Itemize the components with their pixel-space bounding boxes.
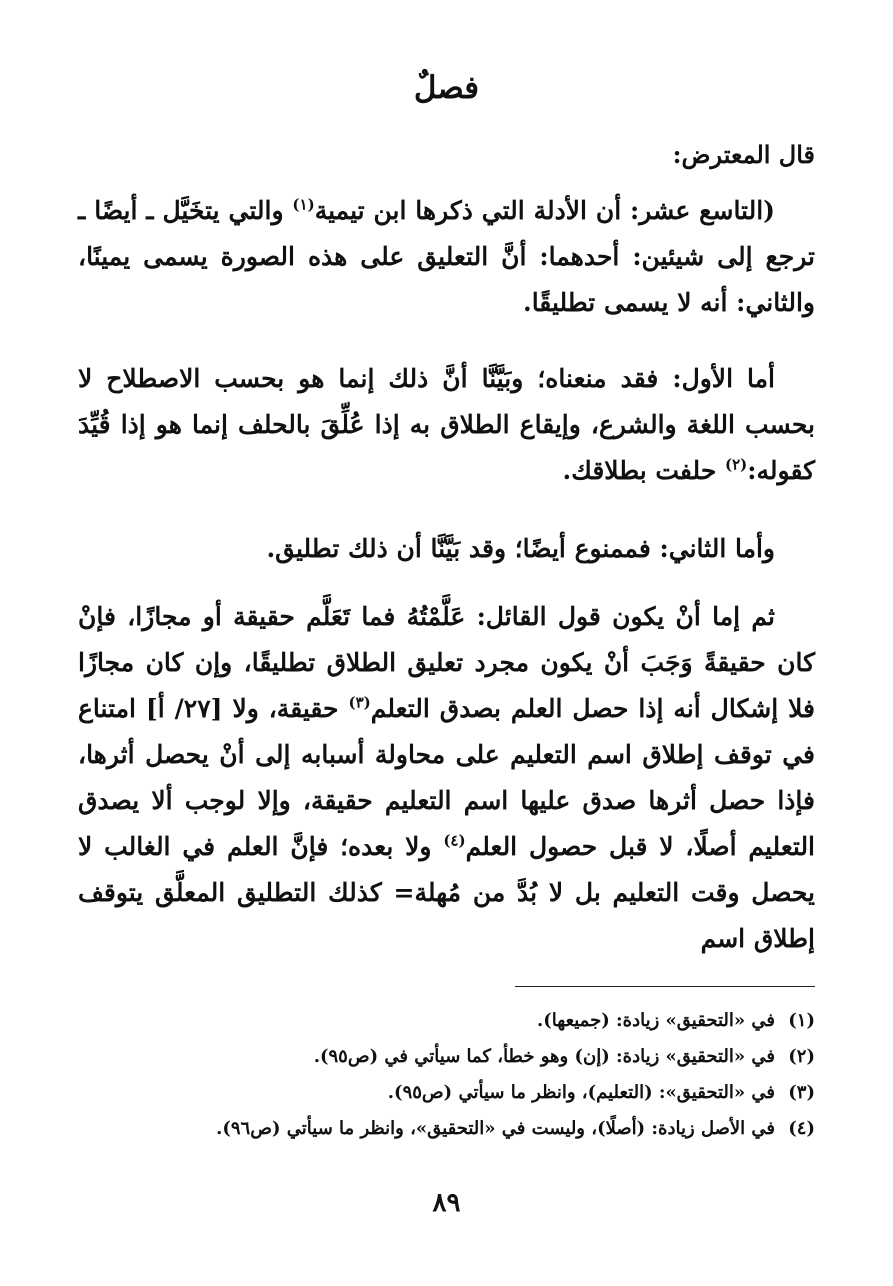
footnote-text: في «التحقيق» زيادة: (إن) وهو خطأ، كما سيأتي في (ص٩٥). — [313, 1046, 775, 1067]
footnote-text: في الأصل زيادة: (أصلًا)، وليست في «التحقيق»، وانظر ما سيأتي (ص٩٦). — [216, 1118, 775, 1139]
text-span: أما الأول: فقد منعناه؛ وبَيَّنَّا أنَّ ذلك إنما هو بحسب الاصطلاح لا بحسب اللغة والشرع، وإيقاع الطلاق به إذا عُلِّقَ بالحلف إنما هو إذا قُيِّدَ كقوله: — [78, 364, 815, 485]
text-span: ولا بعده؛ فإنَّ العلم في الغالب لا يحصل وقت التعليم بل لا بُدَّ من مُهلة= كذلك التطليق المعلَّق يتوقف إطلاق اسم — [78, 832, 815, 953]
footnote-divider — [515, 986, 815, 987]
text-span: (التاسع عشر: أن الأدلة التي ذكرها ابن تيمية — [314, 196, 775, 225]
footnote-ref-4[interactable]: (٤) — [443, 831, 466, 850]
section-heading: فصلٌ — [413, 70, 480, 106]
text-span: حلفت بطلاقك. — [562, 456, 725, 485]
footnote-1 — [78, 1003, 815, 1039]
paragraph-first-reply — [78, 356, 815, 494]
footnote-ref-3[interactable]: (٣) — [348, 693, 371, 712]
page-number: ٨٩ — [432, 1188, 461, 1218]
paragraph-second-reply: وأما الثاني: فممنوع أيضًا؛ وقد بَيَّنَّا أن ذلك تطليق. — [266, 534, 775, 563]
footnote-text: في «التحقيق»: (التعليم)، وانظر ما سيأتي (ص٩٥). — [387, 1082, 775, 1103]
footnote-number: (٢) — [788, 1046, 815, 1067]
footnote-ref-1[interactable]: (١) — [292, 195, 315, 214]
footnotes — [78, 1003, 815, 1147]
footnote-ref-2[interactable]: (٢) — [725, 455, 748, 474]
paragraph-objection — [78, 188, 815, 326]
objector-label: قال المعترض: — [672, 140, 815, 169]
text-span: حقيقة، ولا [٢٧/ أ] امتناع في توقف إطلاق اسم التعليم على محاولة أسبابه إلى أنْ يحصل أثرها، فإذا حصل أثرها صدق عليها اسم التعليم حقيقة، وإلا لوجب ألا يصدق التعليم أصلًا، لا قبل حصول العلم — [78, 694, 816, 861]
paragraph-argument — [78, 594, 815, 962]
footnote-4 — [78, 1111, 815, 1147]
footnote-number: (٣) — [788, 1082, 815, 1103]
footnote-number: (٤) — [788, 1118, 815, 1139]
footnote-3 — [78, 1075, 815, 1111]
footnote-number: (١) — [788, 1010, 815, 1031]
text-span: ثم إما أنْ يكون قول القائل: عَلَّمْتُهُ فما تَعَلَّم حقيقة أو مجازًا، فإنْ كان حقيقةً وَجَبَ أنْ يكون مجرد تعليق الطلاق تطليقًا، وإن كان مجازًا فلا إشكال أنه إذا حصل العلم بصدق التعلم — [78, 602, 815, 723]
footnote-2 — [78, 1039, 815, 1075]
text-span: والتي يتخَيَّل ـ أيضًا ـ ترجع إلى شيئين: أحدهما: أنَّ التعليق على هذه الصورة يسمى يمينًا، والثاني: أنه لا يسمى تطليقًا. — [78, 196, 815, 317]
footnote-text: في «التحقيق» زيادة: (جميعها). — [537, 1010, 775, 1031]
